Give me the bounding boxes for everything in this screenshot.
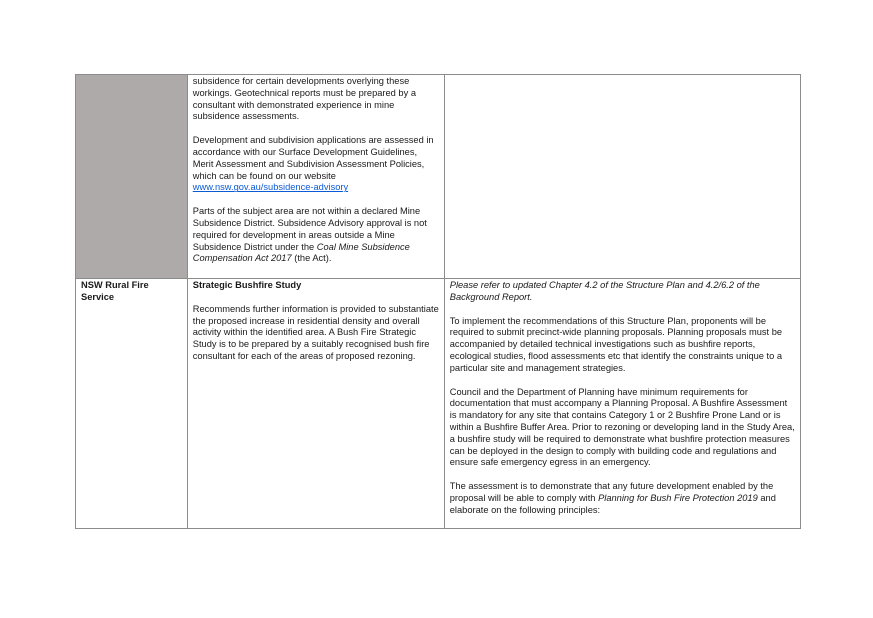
submission-cell — [187, 75, 444, 279]
response-paragraph — [450, 280, 795, 304]
response-paragraph — [450, 481, 795, 516]
paragraph-text: Development and subdivision applications are assessed in accordance with our Surface Development Guidelines, Merit Assessment and Subdivision Assessment Policies, which can be found on our website — [192, 135, 434, 181]
submission-paragraph — [193, 206, 439, 265]
organisation-cell — [76, 279, 188, 529]
paragraph-text: and elaborate on the following principles: — [449, 492, 776, 515]
submission-cell — [187, 279, 444, 529]
response-cell — [444, 279, 800, 529]
subsidence-advisory-link[interactable]: www.nsw.gov.au/subsidence-advisory — [192, 182, 349, 193]
policy-title: Planning for Bush Fire Protection 2019 — [598, 492, 758, 503]
table-row — [76, 75, 801, 279]
submissions-table — [75, 74, 801, 529]
response-paragraph: To implement the recommendations of this Structure Plan, proponents will be required to submit precinct-wide planning proposals. Planning proposals must be accompanied by detailed technical investigations such as bushfire reports, ecological studies, flood assessments etc that identify the constraints unique to a particular site and management strategies. — [449, 315, 783, 373]
act-title: Coal Mine Subsidence Compensation Act 2017 — [192, 241, 410, 264]
submission-paragraph — [193, 135, 439, 194]
submission-heading: Strategic Bushfire Study — [192, 280, 302, 290]
response-paragraph: Council and the Department of Planning have minimum requirements for documentation that must accompany a Planning Proposal. A Bushfire Assessment is mandatory for any site that contains Category 1 or 2 Bushfire Prone Land or is within a Bushfire Buffer Area. Prior to rezoning or developing land in the Study Area, a bushfire study will be required to demonstrate what bushfire protection measures can be deployed in the design to comply with building code and regulations and ensure safe emergency egress in an emergency. — [449, 386, 795, 468]
response-italic-text: Please refer to updated Chapter 4.2 of the Structure Plan and 4.2/6.2 of the Background Report. — [449, 280, 760, 302]
submission-paragraph: Recommends further information is provided to substantiate the proposed increase in residential density and overall activity within the identified area. A Bush Fire Strategic Study is to be prepared by a suitably recognised bush fire consultant for each of the areas of proposed rezoning. — [192, 303, 439, 361]
paragraph-text: (the Act). — [291, 253, 332, 264]
paragraph-text: The assessment is to demonstrate that any future development enabled by the proposal will be able to comply with — [449, 481, 774, 503]
organisation-cell — [76, 75, 188, 279]
organisation-name: NSW Rural Fire Service — [81, 280, 149, 302]
submission-paragraph: subsidence for certain developments overlying these workings. Geotechnical reports must be prepared by a consultant with demonstrated experience in mine subsidence assessments. — [192, 76, 417, 122]
paragraph-text: Parts of the subject area are not within a declared Mine Subsidence District. Subsidence Advisory approval is not required for development in areas outside a Mine Subsidence District under the — [192, 206, 427, 252]
response-cell — [444, 75, 800, 279]
table-row — [76, 279, 801, 529]
